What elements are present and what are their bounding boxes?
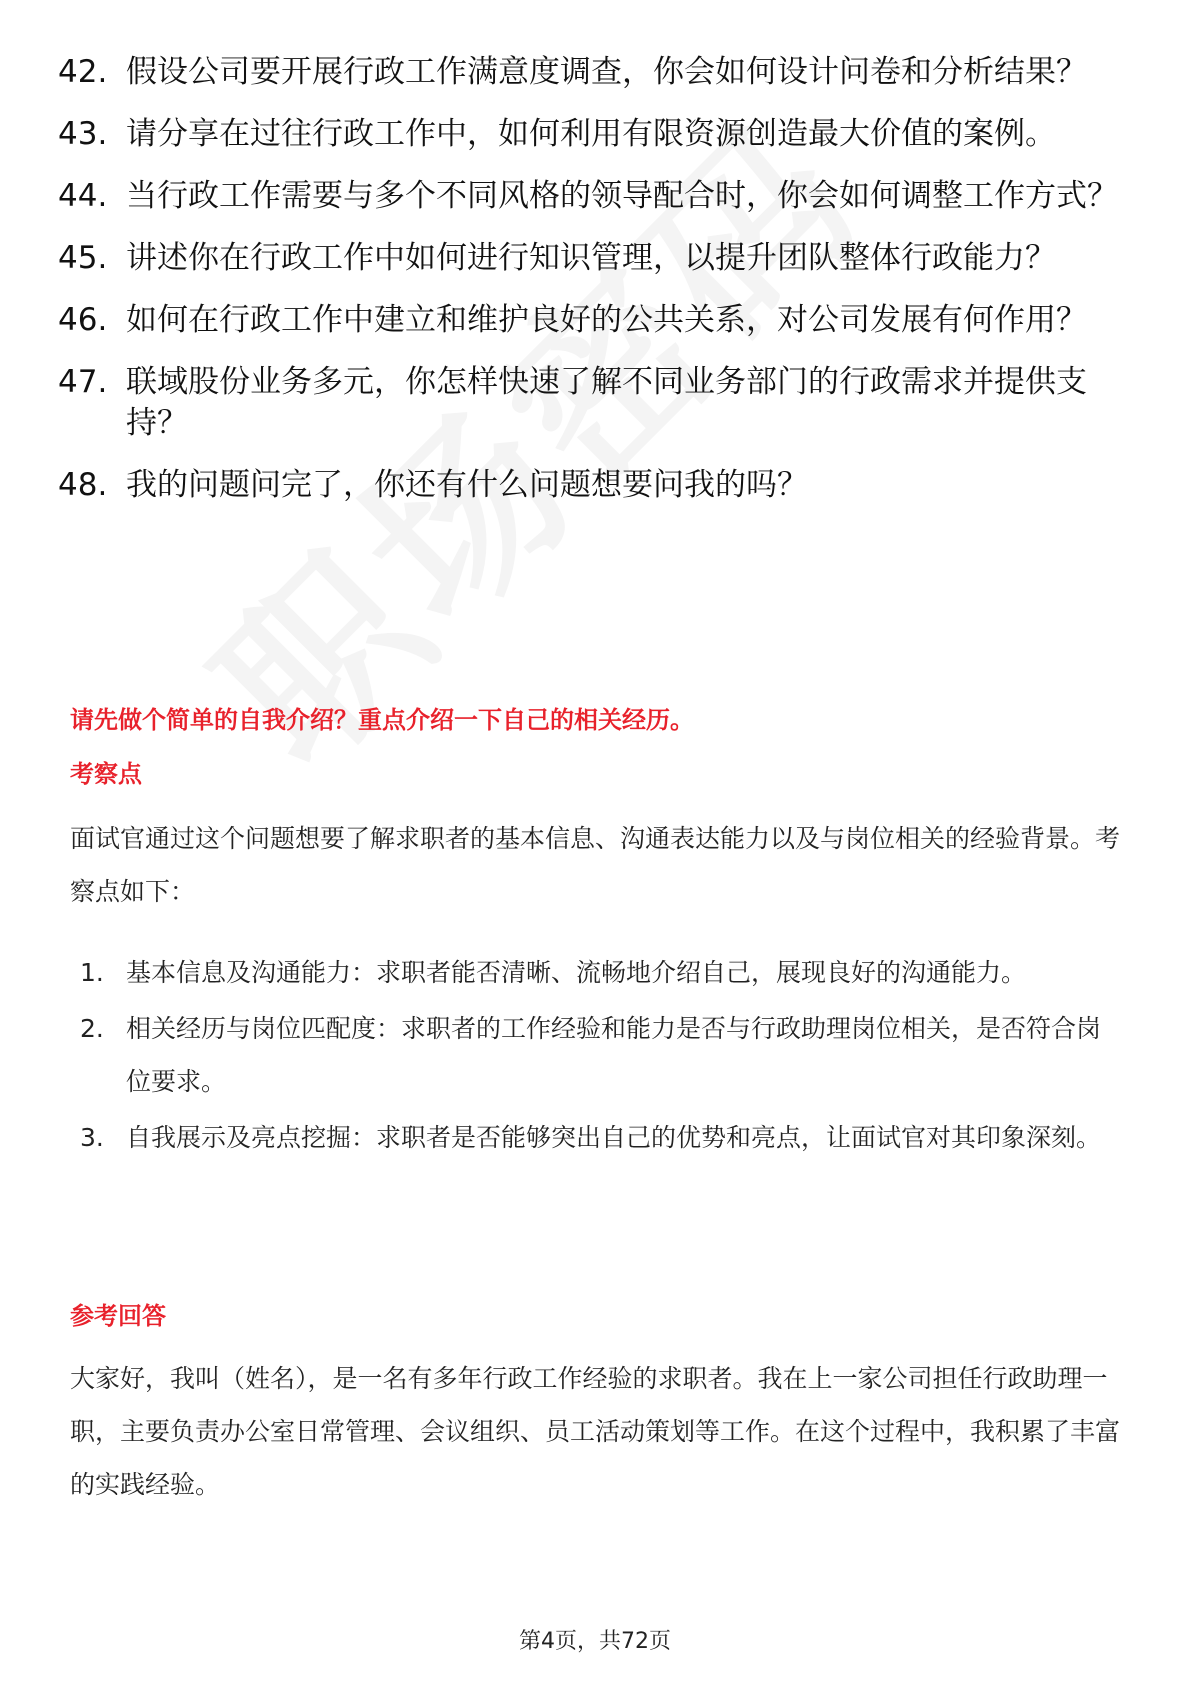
question-text: 当行政工作需要与多个不同风格的领导配合时，你会如何调整工作方式？ xyxy=(126,178,1118,214)
exam-points-title: 考察点 xyxy=(70,760,142,788)
question-number: 42. xyxy=(58,54,108,90)
question-text: 讲述你在行政工作中如何进行知识管理，以提升团队整体行政能力？ xyxy=(126,240,1056,276)
question-number: 43. xyxy=(58,116,108,152)
exam-point-number: 1. xyxy=(80,958,104,987)
question-text: 联域股份业务多元，你怎样快速了解不同业务部门的行政需求并提供支持？ xyxy=(126,364,1087,441)
exam-point-text: 自我展示及亮点挖掘：求职者是否能够突出自己的优势和亮点，让面试官对其印象深刻。 xyxy=(126,1123,1102,1152)
question-item xyxy=(58,465,1118,506)
exam-point-item xyxy=(80,1002,1120,1108)
question-number: 45. xyxy=(58,240,108,276)
question-text: 如何在行政工作中建立和维护良好的公共关系，对公司发展有何作用？ xyxy=(126,302,1087,338)
exam-points-intro: 面试官通过这个问题想要了解求职者的基本信息、沟通表达能力以及与岗位相关的经验背景。考察点如下： xyxy=(70,824,1121,906)
reference-title: 参考回答 xyxy=(70,1302,166,1330)
question-item xyxy=(58,300,1118,341)
exam-point-text: 基本信息及沟通能力：求职者能否清晰、流畅地介绍自己，展现良好的沟通能力。 xyxy=(126,958,1027,987)
question-text: 我的问题问完了，你还有什么问题想要问我的吗？ xyxy=(126,467,808,503)
exam-points-list xyxy=(80,946,1120,1167)
exam-point-number: 2. xyxy=(80,1014,104,1043)
question-item xyxy=(58,238,1118,279)
exam-point-item xyxy=(80,946,1120,999)
exam-point-item xyxy=(80,1111,1120,1164)
question-text: 假设公司要开展行政工作满意度调查，你会如何设计问卷和分析结果？ xyxy=(126,54,1087,90)
question-item xyxy=(58,114,1118,155)
page-footer: 第4页，共72页 xyxy=(519,1629,671,1654)
question-number: 47. xyxy=(58,364,108,400)
reference-text: 大家好，我叫（姓名），是一名有多年行政工作经验的求职者。我在上一家公司担任行政助理一职，主要负责办公室日常管理、会议组织、员工活动策划等工作。在这个过程中，我积累了丰富的实践经验。 xyxy=(70,1364,1121,1499)
highlight-question: 请先做个简单的自我介绍？重点介绍一下自己的相关经历。 xyxy=(70,706,694,734)
question-item xyxy=(58,52,1118,93)
question-number: 44. xyxy=(58,178,108,214)
question-item xyxy=(58,362,1118,444)
exam-point-number: 3. xyxy=(80,1123,104,1152)
question-number: 48. xyxy=(58,467,108,503)
exam-point-text: 相关经历与岗位匹配度：求职者的工作经验和能力是否与行政助理岗位相关，是否符合岗位要求。 xyxy=(126,1014,1102,1096)
question-list xyxy=(58,52,1118,527)
question-item xyxy=(58,176,1118,217)
question-number: 46. xyxy=(58,302,108,338)
question-text: 请分享在过往行政工作中，如何利用有限资源创造最大价值的案例。 xyxy=(126,116,1056,152)
